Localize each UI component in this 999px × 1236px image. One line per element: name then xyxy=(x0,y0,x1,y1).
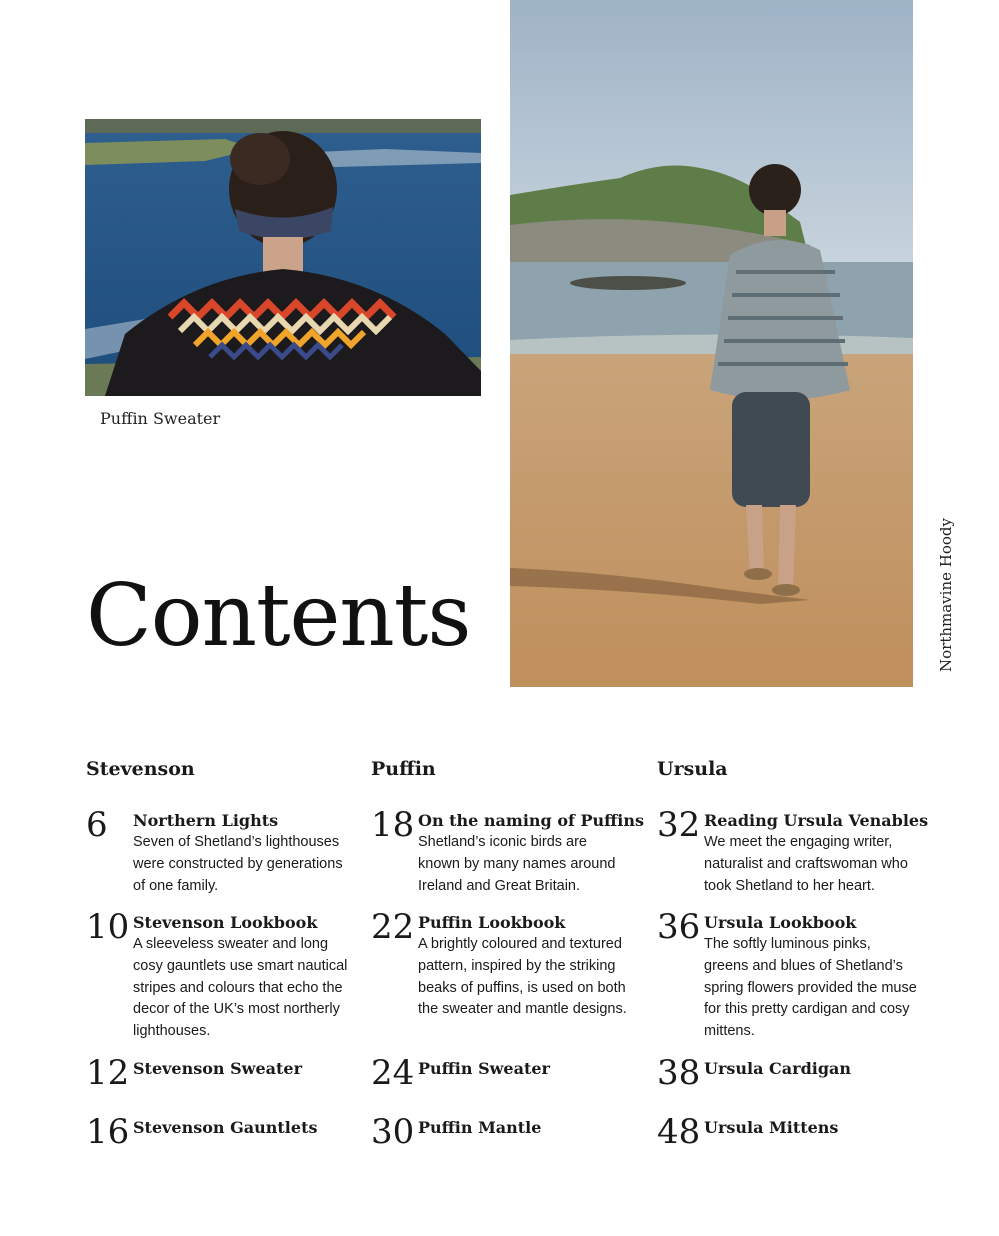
entry-description: Shetland’s iconic birds are known by many names around Ireland and Great Britain. xyxy=(418,834,616,894)
page-number: 24 xyxy=(371,1053,415,1093)
page-number: 38 xyxy=(657,1053,701,1093)
column-heading: Ursula xyxy=(657,758,728,780)
contents-entry[interactable] xyxy=(371,907,641,1058)
contents-entry[interactable] xyxy=(86,1053,356,1117)
entry-title: Reading Ursula Venables xyxy=(704,811,929,830)
contents-entry[interactable] xyxy=(657,805,957,912)
entry-description: A sleeveless sweater and long cosy gauntlets use smart nautical stripes and colours that echo the decor of the UK’s most northerly lighthouses. xyxy=(133,936,348,1040)
entry-title: Northern Lights xyxy=(133,811,279,830)
entry-description: A brightly coloured and textured pattern, inspired by the striking beaks of puffins, is used on both the sweater and mantle designs. xyxy=(418,936,627,1018)
northmavine-hoody-caption: Northmavine Hoody xyxy=(937,518,955,672)
entry-title: Ursula Lookbook xyxy=(704,913,857,932)
puffin-sweater-caption: Puffin Sweater xyxy=(100,409,221,428)
contents-column-puffin xyxy=(371,758,644,1157)
entry-description: Seven of Shetland’s lighthouses were constructed by generations of one family. xyxy=(133,834,343,894)
contents-entry[interactable] xyxy=(86,805,356,912)
contents-entry[interactable] xyxy=(86,907,356,1058)
contents-entry[interactable] xyxy=(657,907,957,1058)
page-number: 12 xyxy=(86,1053,130,1093)
column-heading: Stevenson xyxy=(86,758,195,780)
entry-title: On the naming of Puffins xyxy=(418,811,644,830)
contents-column-stevenson xyxy=(86,758,356,1157)
entry-title: Puffin Lookbook xyxy=(418,913,566,932)
page-number: 48 xyxy=(657,1112,701,1152)
entry-title: Stevenson Sweater xyxy=(133,1059,302,1078)
entry-description: We meet the engaging writer, naturalist and craftswoman who took Shetland to her heart. xyxy=(704,834,908,894)
entry-title: Puffin Mantle xyxy=(418,1118,542,1137)
entry-title: Stevenson Gauntlets xyxy=(133,1118,318,1137)
entry-title: Ursula Cardigan xyxy=(704,1059,852,1078)
page-title: Contents xyxy=(86,566,471,666)
page-number: 6 xyxy=(86,805,108,845)
contents-entry[interactable] xyxy=(371,1053,641,1117)
entry-description: The softly luminous pinks, greens and blues of Shetland’s spring flowers provided the muse for this pretty cardigan and cosy mittens. xyxy=(704,936,917,1040)
page-number: 22 xyxy=(371,907,415,947)
entry-title: Ursula Mittens xyxy=(704,1118,839,1137)
page-number: 32 xyxy=(657,805,701,845)
northmavine-hoody-photo xyxy=(510,0,913,687)
contents-entry[interactable] xyxy=(657,1053,957,1117)
page-number: 30 xyxy=(371,1112,415,1152)
contents-entry[interactable] xyxy=(86,1112,356,1157)
puffin-sweater-photo xyxy=(85,119,481,396)
entry-title: Stevenson Lookbook xyxy=(133,913,318,932)
page-number: 18 xyxy=(371,805,415,845)
column-heading: Puffin xyxy=(371,758,436,780)
page-number: 36 xyxy=(657,907,701,947)
contents-entry[interactable] xyxy=(371,1112,641,1157)
page-number: 16 xyxy=(86,1112,130,1152)
entry-title: Puffin Sweater xyxy=(418,1059,550,1078)
contents-column-ursula xyxy=(657,758,957,1157)
contents-entry[interactable] xyxy=(371,805,644,912)
page-number: 10 xyxy=(86,907,130,947)
contents-entry[interactable] xyxy=(657,1112,957,1157)
